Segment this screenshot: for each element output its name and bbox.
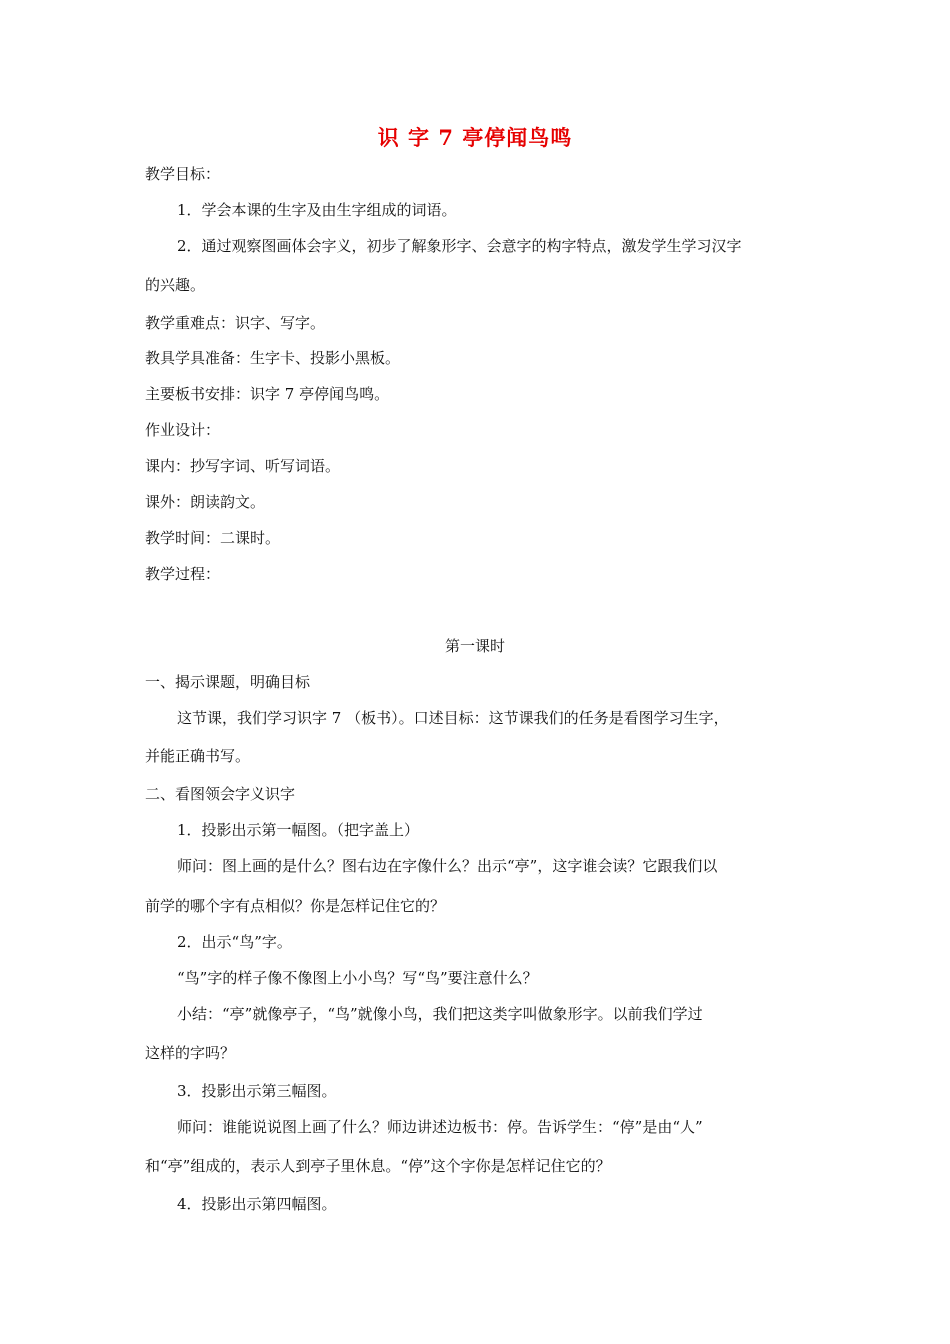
page-title: 识 字 7 亭停闻鸟鸣 — [377, 125, 573, 150]
paragraph-line: 这样的字吗？ — [145, 1044, 236, 1062]
paragraph-line: 课内：抄写字词、听写词语。 — [145, 457, 341, 475]
paragraph-line: 教学重难点：识字、写字。 — [145, 314, 326, 332]
paragraph-line: 2．出示“鸟”字。 — [177, 933, 292, 951]
paragraph-line: 1．投影出示第一幅图。（把字盖上） — [177, 821, 420, 839]
section-heading: 一、揭示课题，明确目标 — [145, 673, 311, 691]
paragraph-line: 3．投影出示第三幅图。 — [177, 1082, 337, 1100]
paragraph-line: 的兴趣。 — [145, 276, 206, 294]
section-label-process: 教学过程： — [145, 565, 221, 583]
paragraph-line: 教具学具准备：生字卡、投影小黑板。 — [145, 349, 401, 367]
section-label-objectives: 教学目标： — [145, 165, 221, 183]
paragraph-line: 师问：谁能说说图上画了什么？师边讲述边板书：停。告诉学生：“停”是由“人” — [177, 1118, 703, 1136]
paragraph-line: 师问：图上画的是什么？图右边在字像什么？出示“亭”，这字谁会读？它跟我们以 — [177, 857, 718, 875]
paragraph-line: 教学时间：二课时。 — [145, 529, 281, 547]
paragraph-line: 并能正确书写。 — [145, 747, 251, 765]
section-label-homework: 作业设计： — [145, 421, 221, 439]
paragraph-line: 课外：朗读韵文。 — [145, 493, 266, 511]
section-heading: 二、看图领会字义识字 — [145, 785, 296, 803]
paragraph-line: 2．通过观察图画体会字义，初步了解象形字、会意字的构字特点，激发学生学习汉字 — [177, 237, 742, 255]
paragraph-line: 1．学会本课的生字及由生字组成的词语。 — [177, 201, 457, 219]
paragraph-line: 4．投影出示第四幅图。 — [177, 1195, 337, 1213]
paragraph-line: 和“亭”组成的，表示人到亭子里休息。“停”这个字你是怎样记住它的？ — [145, 1157, 611, 1175]
paragraph-line: 前学的哪个字有点相似？你是怎样记住它的？ — [145, 897, 446, 915]
paragraph-line: 这节课，我们学习识字 7 （板书）。口述目标：这节课我们的任务是看图学习生字， — [177, 709, 729, 727]
paragraph-line: “鸟”字的样子像不像图上小小鸟？写“鸟”要注意什么？ — [177, 969, 538, 987]
lesson-heading: 第一课时 — [444, 637, 505, 655]
paragraph-line: 小结：“亭”就像亭子，“鸟”就像小鸟，我们把这类字叫做象形字。以前我们学过 — [177, 1005, 703, 1023]
paragraph-line: 主要板书安排：识字 7 亭停闻鸟鸣。 — [145, 385, 390, 403]
